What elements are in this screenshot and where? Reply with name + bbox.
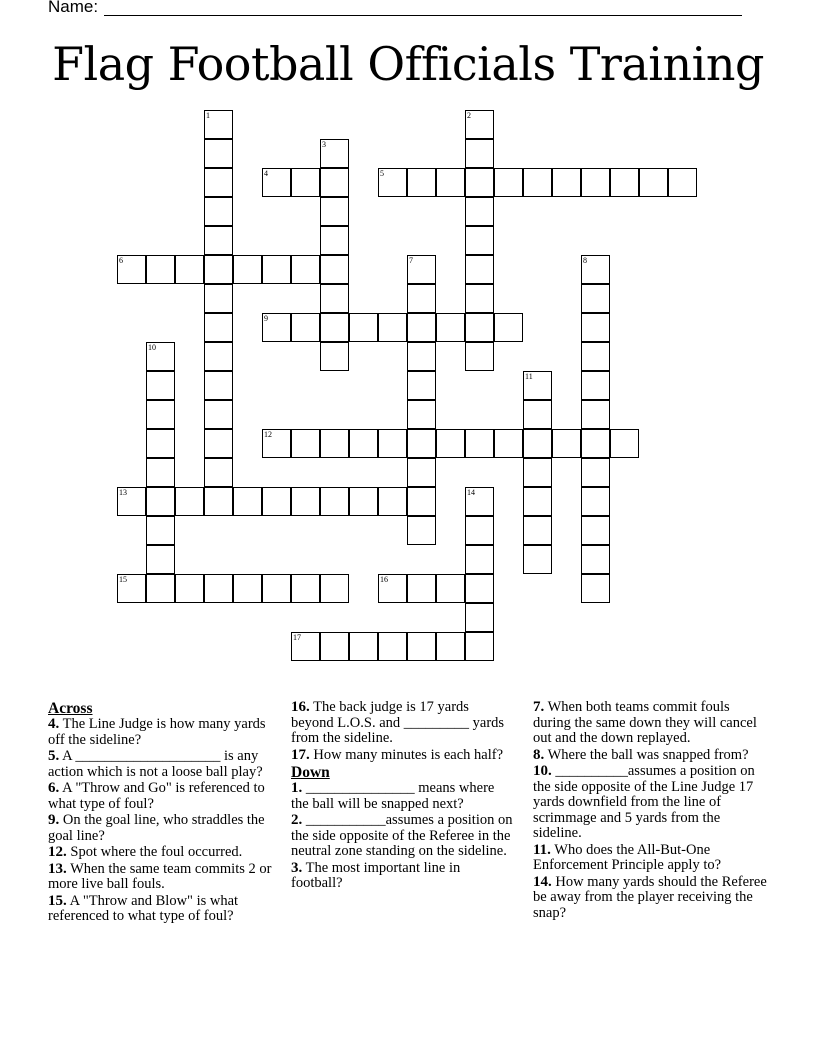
grid-cell[interactable] — [204, 197, 233, 226]
grid-cell[interactable] — [349, 313, 378, 342]
grid-cell[interactable] — [320, 342, 349, 371]
cell-number: 15 — [119, 575, 127, 584]
clues-column-1 — [48, 700, 280, 926]
grid-cell[interactable] — [320, 313, 349, 342]
grid-cell[interactable] — [465, 342, 494, 371]
grid-cell[interactable] — [204, 139, 233, 168]
grid-cell[interactable] — [465, 226, 494, 255]
cell-number: 13 — [119, 488, 127, 497]
grid-cell[interactable] — [407, 487, 436, 516]
grid-cell[interactable] — [581, 168, 610, 197]
grid-cell[interactable] — [320, 255, 349, 284]
grid-cell[interactable] — [523, 429, 552, 458]
grid-cell[interactable] — [581, 313, 610, 342]
grid-cell[interactable] — [349, 429, 378, 458]
grid-cell[interactable] — [146, 516, 175, 545]
grid-cell[interactable] — [262, 429, 291, 458]
grid-cell[interactable] — [204, 168, 233, 197]
grid-cell[interactable] — [407, 400, 436, 429]
grid-cell[interactable] — [523, 545, 552, 574]
grid-cell[interactable] — [407, 429, 436, 458]
cell-number: 8 — [583, 256, 587, 265]
grid-cell[interactable] — [407, 313, 436, 342]
grid-cell[interactable] — [146, 371, 175, 400]
grid-cell[interactable] — [465, 545, 494, 574]
grid-cell[interactable] — [291, 487, 320, 516]
grid-cell[interactable] — [204, 255, 233, 284]
grid-cell[interactable] — [465, 197, 494, 226]
grid-cell[interactable] — [407, 168, 436, 197]
grid-cell[interactable] — [378, 632, 407, 661]
down-header: Down — [291, 764, 330, 781]
grid-cell[interactable] — [291, 168, 320, 197]
grid-cell[interactable] — [320, 139, 349, 168]
grid-cell[interactable] — [262, 168, 291, 197]
grid-cell[interactable] — [494, 168, 523, 197]
clue-across-17: 17. How many minutes is each half? — [291, 746, 504, 763]
clue-down-8: 8. Where the ball was snapped from? — [533, 746, 749, 763]
clue-down-2: 2. ___________assumes a position on the side opposite of the Referee in the neutral zone standing on the sideline. — [291, 812, 513, 859]
grid-cell[interactable] — [175, 255, 204, 284]
grid-cell[interactable] — [581, 574, 610, 603]
grid-cell[interactable] — [523, 371, 552, 400]
grid-cell[interactable] — [610, 429, 639, 458]
grid-cell[interactable] — [291, 255, 320, 284]
grid-cell[interactable] — [204, 342, 233, 371]
grid-cell[interactable] — [378, 429, 407, 458]
grid-cell[interactable] — [436, 313, 465, 342]
clue-across-13: 13. When the same team commits 2 or more live ball fouls. — [48, 860, 272, 892]
grid-cell[interactable] — [581, 429, 610, 458]
grid-cell[interactable] — [581, 371, 610, 400]
grid-cell[interactable] — [465, 574, 494, 603]
clue-across-5: 5. A ____________________ is any action which is not a loose ball play? — [48, 748, 263, 780]
grid-cell[interactable] — [407, 574, 436, 603]
grid-cell[interactable] — [204, 487, 233, 516]
grid-cell[interactable] — [233, 255, 262, 284]
grid-cell[interactable] — [581, 458, 610, 487]
grid-cell[interactable] — [204, 226, 233, 255]
grid-cell[interactable] — [175, 487, 204, 516]
grid-cell[interactable] — [146, 429, 175, 458]
grid-cell[interactable] — [465, 603, 494, 632]
grid-cell[interactable] — [146, 545, 175, 574]
grid-cell[interactable] — [407, 255, 436, 284]
grid-cell[interactable] — [320, 632, 349, 661]
grid-cell[interactable] — [320, 429, 349, 458]
grid-cell[interactable] — [407, 342, 436, 371]
grid-cell[interactable] — [146, 342, 175, 371]
page-title: Flag Football Officials Training — [52, 37, 764, 91]
grid-cell[interactable] — [581, 545, 610, 574]
cell-number: 7 — [409, 256, 413, 265]
grid-cell[interactable] — [378, 313, 407, 342]
cell-number: 4 — [264, 169, 268, 178]
grid-cell[interactable] — [349, 487, 378, 516]
grid-cell[interactable] — [320, 487, 349, 516]
grid-cell[interactable] — [523, 458, 552, 487]
grid-cell[interactable] — [262, 574, 291, 603]
grid-cell[interactable] — [494, 429, 523, 458]
grid-cell[interactable] — [523, 400, 552, 429]
cell-number: 11 — [525, 372, 533, 381]
grid-cell[interactable] — [581, 400, 610, 429]
grid-cell[interactable] — [204, 313, 233, 342]
grid-cell[interactable] — [407, 284, 436, 313]
grid-cell[interactable] — [117, 574, 146, 603]
clue-across-4: 4. The Line Judge is how many yards off the sideline? — [48, 716, 266, 748]
clue-across-9: 9. On the goal line, who straddles the goal line? — [48, 812, 265, 844]
grid-cell[interactable] — [204, 400, 233, 429]
grid-cell[interactable] — [320, 574, 349, 603]
grid-cell[interactable] — [117, 255, 146, 284]
grid-cell[interactable] — [291, 313, 320, 342]
grid-cell[interactable] — [320, 284, 349, 313]
grid-cell[interactable] — [291, 574, 320, 603]
grid-cell[interactable] — [465, 110, 494, 139]
clue-across-16: 16. The back judge is 17 yards beyond L.O.S. and _________ yards from the sideline. — [291, 699, 505, 746]
grid-cell[interactable] — [233, 487, 262, 516]
grid-cell[interactable] — [552, 168, 581, 197]
cell-number: 9 — [264, 314, 268, 323]
grid-cell[interactable] — [639, 168, 668, 197]
grid-cell[interactable] — [262, 255, 291, 284]
grid-cell[interactable] — [465, 313, 494, 342]
grid-cell[interactable] — [436, 429, 465, 458]
cell-number: 1 — [206, 111, 210, 120]
grid-cell[interactable] — [146, 574, 175, 603]
grid-cell[interactable] — [233, 574, 262, 603]
cell-number: 5 — [380, 169, 384, 178]
cell-number: 12 — [264, 430, 272, 439]
grid-cell[interactable] — [378, 168, 407, 197]
grid-cell[interactable] — [552, 429, 581, 458]
grid-cell[interactable] — [407, 632, 436, 661]
grid-cell[interactable] — [465, 429, 494, 458]
grid-cell[interactable] — [523, 168, 552, 197]
clues-column-3 — [533, 700, 771, 922]
grid-cell[interactable] — [262, 487, 291, 516]
grid-cell[interactable] — [204, 110, 233, 139]
grid-cell[interactable] — [204, 574, 233, 603]
grid-cell[interactable] — [610, 168, 639, 197]
grid-cell[interactable] — [581, 342, 610, 371]
clue-across-6: 6. A "Throw and Go" is referenced to what type of foul? — [48, 780, 265, 812]
grid-cell[interactable] — [378, 487, 407, 516]
grid-cell[interactable] — [436, 632, 465, 661]
grid-cell[interactable] — [465, 516, 494, 545]
grid-cell[interactable] — [436, 574, 465, 603]
grid-cell[interactable] — [291, 632, 320, 661]
grid-cell[interactable] — [407, 516, 436, 545]
grid-cell[interactable] — [465, 284, 494, 313]
clue-down-11: 11. Who does the All-But-One Enforcement Principle apply to? — [533, 841, 722, 873]
clues-column-2 — [291, 700, 513, 893]
clue-down-14: 14. How many yards should the Referee be away from the player receiving the snap? — [533, 873, 767, 921]
grid-cell[interactable] — [204, 458, 233, 487]
grid-cell[interactable] — [349, 632, 378, 661]
grid-cell[interactable] — [320, 197, 349, 226]
grid-cell[interactable] — [378, 574, 407, 603]
clue-down-7: 7. When both teams commit fouls during the same down they will cancel out and the down replayed. — [533, 699, 757, 746]
grid-cell[interactable] — [204, 284, 233, 313]
grid-cell[interactable] — [175, 574, 204, 603]
grid-cell[interactable] — [320, 226, 349, 255]
grid-cell[interactable] — [407, 371, 436, 400]
across-header: Across — [48, 700, 93, 717]
grid-cell[interactable] — [581, 487, 610, 516]
clue-across-12: 12. Spot where the foul occurred. — [48, 844, 243, 860]
cell-number: 2 — [467, 111, 471, 120]
grid-cell[interactable] — [146, 487, 175, 516]
grid-cell[interactable] — [465, 487, 494, 516]
grid-cell[interactable] — [523, 487, 552, 516]
grid-cell[interactable] — [204, 429, 233, 458]
clue-down-1: 1. _______________ means where the ball will be snapped next? — [291, 780, 495, 812]
grid-cell[interactable] — [494, 313, 523, 342]
grid-cell[interactable] — [117, 487, 146, 516]
grid-cell[interactable] — [465, 632, 494, 661]
grid-cell[interactable] — [436, 168, 465, 197]
grid-cell[interactable] — [146, 400, 175, 429]
grid-cell[interactable] — [465, 139, 494, 168]
cell-number: 14 — [467, 488, 475, 497]
clue-down-3: 3. The most important line in football? — [291, 859, 461, 891]
grid-cell[interactable] — [668, 168, 697, 197]
cell-number: 10 — [148, 343, 156, 352]
grid-cell[interactable] — [291, 429, 320, 458]
grid-cell[interactable] — [465, 168, 494, 197]
grid-cell[interactable] — [523, 516, 552, 545]
cell-number: 16 — [380, 575, 388, 584]
grid-cell[interactable] — [581, 516, 610, 545]
cell-number: 6 — [119, 256, 123, 265]
grid-cell[interactable] — [146, 458, 175, 487]
grid-cell[interactable] — [581, 255, 610, 284]
grid-cell[interactable] — [320, 168, 349, 197]
grid-cell[interactable] — [407, 458, 436, 487]
grid-cell[interactable] — [581, 284, 610, 313]
clue-across-15: 15. A "Throw and Blow" is what referenced to what type of foul? — [48, 892, 239, 924]
name-label: Name: — [48, 0, 99, 16]
clue-down-10: 10. __________assumes a position on the side opposite of the Line Judge 17 yards downfield from the line of scrimmage and 5 yards from the sideline. — [533, 763, 755, 841]
grid-cell[interactable] — [204, 371, 233, 400]
cell-number: 3 — [322, 140, 326, 149]
grid-cell[interactable] — [146, 255, 175, 284]
grid-cell[interactable] — [262, 313, 291, 342]
cell-number: 17 — [293, 633, 301, 642]
grid-cell[interactable] — [465, 255, 494, 284]
